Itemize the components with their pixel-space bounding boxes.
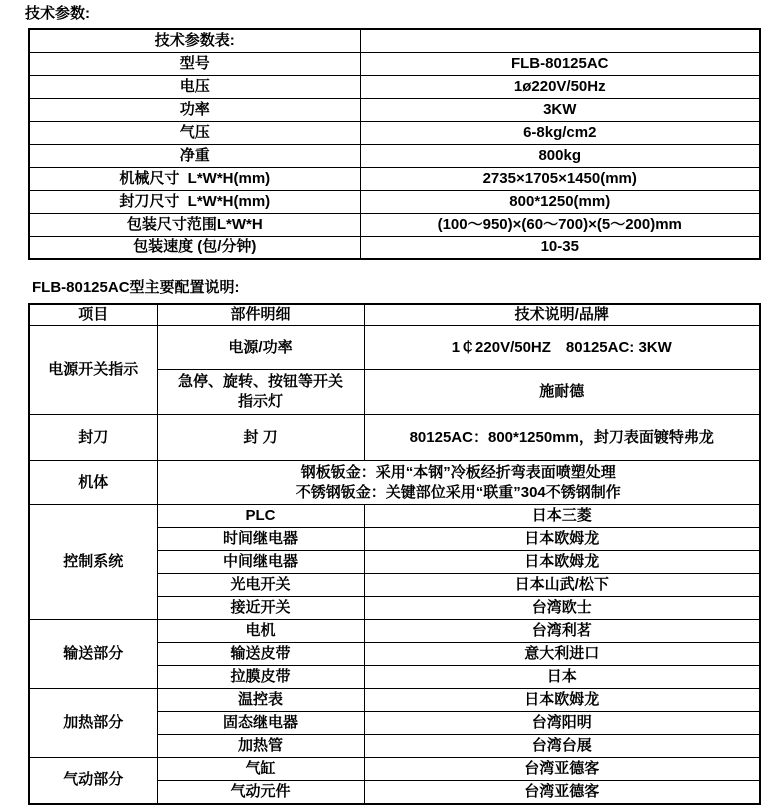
table-row — [29, 236, 760, 259]
part-cell: 时间继电器 — [157, 528, 364, 551]
param-value: 10-35 — [360, 236, 760, 259]
param-label: 功率 — [29, 98, 360, 121]
group-cell-power: 电源开关指示 — [29, 326, 157, 415]
part-text-line1: 急停、旋转、按钮等开关 — [177, 373, 343, 390]
column-header-brand: 技术说明/品牌 — [364, 304, 760, 326]
param-value: FLB-80125AC — [360, 52, 760, 75]
part-cell: 温控表 — [157, 689, 364, 712]
param-value: 800kg — [360, 144, 760, 167]
part-cell: 电源/功率 — [157, 326, 364, 370]
part-text-line2: 指示灯 — [237, 393, 283, 410]
group-cell-seal: 封刀 — [29, 415, 157, 461]
table-row — [29, 190, 760, 213]
param-label: 封刀尺寸 L*W*H(mm) — [29, 190, 360, 213]
brand-cell: 日本三菱 — [364, 505, 760, 528]
description-line2: 不锈钢钣金：关键部位采用“联重”304不锈钢制作 — [295, 483, 621, 501]
table-row — [29, 98, 760, 121]
merged-description-cell — [157, 461, 760, 505]
brand-cell: 1￠220V/50HZ 80125AC: 3KW — [364, 326, 760, 370]
table-row — [29, 121, 760, 144]
param-value: 3KW — [360, 98, 760, 121]
param-value: 2735×1705×1450(mm) — [360, 167, 760, 190]
table-row — [29, 505, 760, 528]
param-label: 气压 — [29, 121, 360, 144]
table-row — [29, 167, 760, 190]
table-row — [29, 415, 760, 461]
description-line1: 钢板钣金：采用“本钢”冷板经折弯表面喷塑处理 — [300, 463, 616, 481]
param-label: 电压 — [29, 75, 360, 98]
brand-cell: 意大利进口 — [364, 643, 760, 666]
brand-cell: 台湾亚德客 — [364, 758, 760, 781]
brand-cell: 日本山武/松下 — [364, 574, 760, 597]
column-header-item: 项目 — [29, 304, 157, 326]
table-row — [29, 29, 760, 52]
part-cell: 气动元件 — [157, 781, 364, 804]
table-title-cell: 技术参数表: — [29, 29, 360, 52]
part-cell: 气缸 — [157, 758, 364, 781]
part-cell: 封 刀 — [157, 415, 364, 461]
brand-cell: 日本 — [364, 666, 760, 689]
column-header-parts: 部件明细 — [157, 304, 364, 326]
brand-cell: 台湾阳明 — [364, 712, 760, 735]
part-cell — [157, 370, 364, 415]
table-row — [29, 758, 760, 781]
part-cell: 固态继电器 — [157, 712, 364, 735]
param-label: 包装尺寸范围L*W*H — [29, 213, 360, 236]
brand-cell: 日本欧姆龙 — [364, 551, 760, 574]
table-row — [29, 213, 760, 236]
part-cell: PLC — [157, 505, 364, 528]
part-cell: 拉膜皮带 — [157, 666, 364, 689]
param-value: (100～950)×(60～700)×(5～200)mm — [360, 213, 760, 236]
table-row — [29, 326, 760, 370]
part-cell: 中间继电器 — [157, 551, 364, 574]
group-cell-conveyor: 输送部分 — [29, 620, 157, 689]
param-label: 包装速度 (包/分钟) — [29, 236, 360, 259]
table-row — [29, 461, 760, 505]
table-row — [29, 52, 760, 75]
brand-cell: 日本欧姆龙 — [364, 689, 760, 712]
param-label: 机械尺寸 L*W*H(mm) — [29, 167, 360, 190]
param-label: 净重 — [29, 144, 360, 167]
param-value: 1ø220V/50Hz — [360, 75, 760, 98]
brand-cell: 台湾利茗 — [364, 620, 760, 643]
part-cell: 加热管 — [157, 735, 364, 758]
part-cell: 电机 — [157, 620, 364, 643]
part-cell: 输送皮带 — [157, 643, 364, 666]
group-cell-heating: 加热部分 — [29, 689, 157, 758]
part-cell: 光电开关 — [157, 574, 364, 597]
table-row — [29, 75, 760, 98]
brand-cell: 台湾台展 — [364, 735, 760, 758]
table-row — [29, 689, 760, 712]
section-heading-config: FLB-80125AC型主要配置说明: — [32, 279, 240, 296]
empty-cell — [360, 29, 760, 52]
group-cell-control: 控制系统 — [29, 505, 157, 620]
section-heading-tech-params: 技术参数: — [25, 5, 90, 22]
group-cell-pneumatic: 气动部分 — [29, 758, 157, 804]
config-table — [28, 303, 761, 805]
param-value: 6-8kg/cm2 — [360, 121, 760, 144]
table-row — [29, 144, 760, 167]
group-cell-body: 机体 — [29, 461, 157, 505]
brand-cell: 台湾亚德客 — [364, 781, 760, 804]
param-value: 800*1250(mm) — [360, 190, 760, 213]
table-row — [29, 620, 760, 643]
brand-cell: 施耐德 — [364, 370, 760, 415]
part-cell: 接近开关 — [157, 597, 364, 620]
tech-params-table — [28, 28, 761, 260]
param-label: 型号 — [29, 52, 360, 75]
brand-cell: 80125AC：800*1250mm，封刀表面镀特弗龙 — [364, 415, 760, 461]
brand-cell: 日本欧姆龙 — [364, 528, 760, 551]
brand-cell: 台湾欧士 — [364, 597, 760, 620]
table-header-row — [29, 304, 760, 326]
